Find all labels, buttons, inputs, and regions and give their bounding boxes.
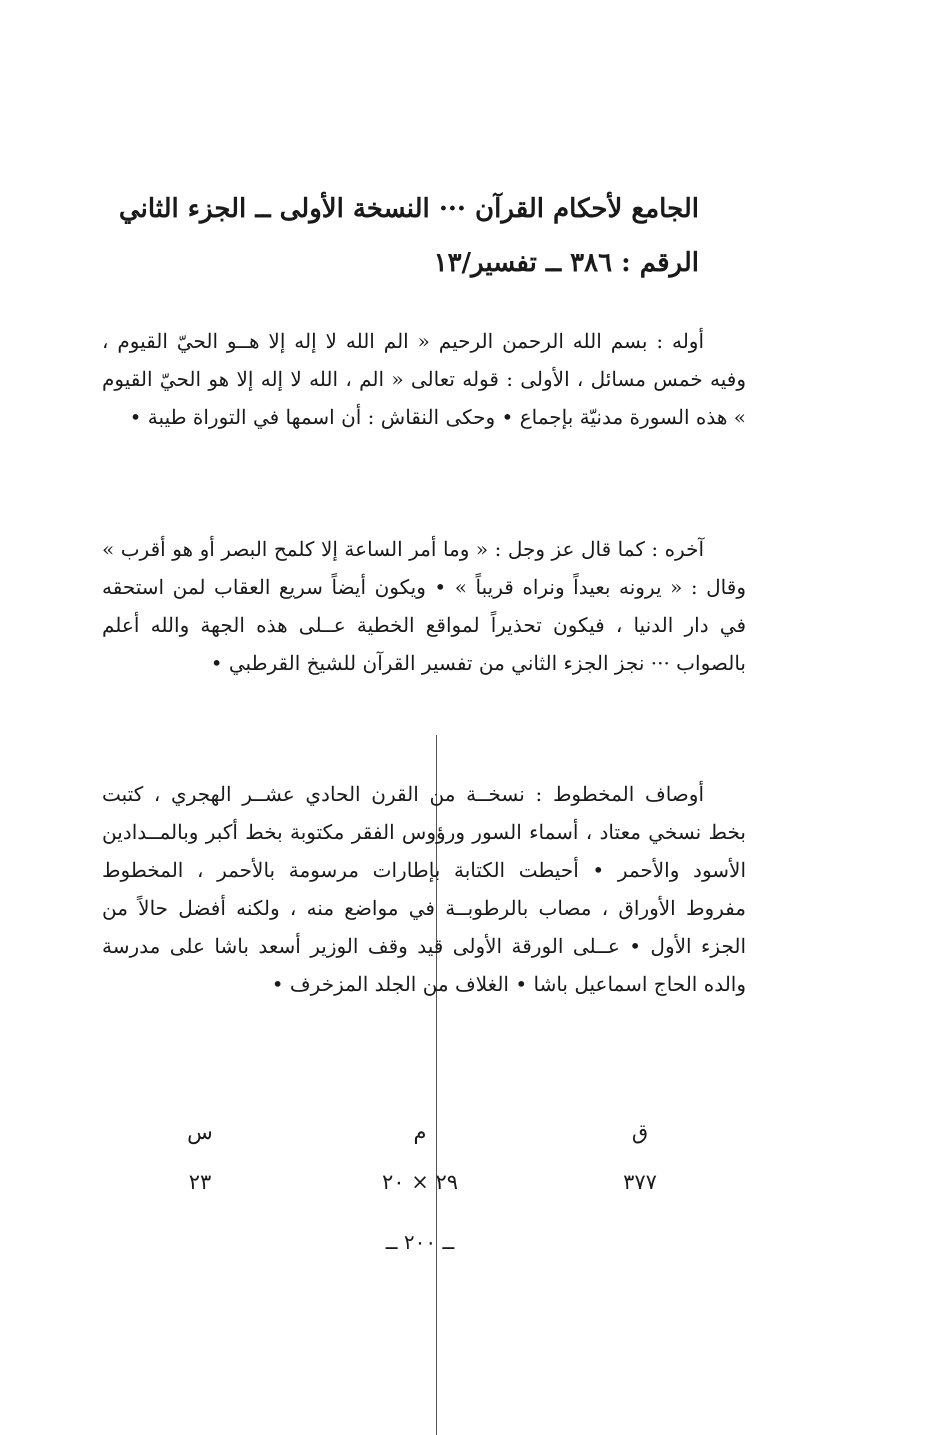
- label-leaves: ق: [631, 1120, 649, 1144]
- incipit-text: أوله : بسم الله الرحمن الرحيم « الم الله لا إله إلا هــو الحيّ القيوم ، وفيه خمس مسائل ، الأولى : قوله تعالى « الم ، الله لا إله إلا هو الحيّ القيوم » هذه السورة مدنيّة بإجماع • وحكى النقاش : أن اسمها في التوراة طيبة •: [102, 329, 746, 429]
- value-size: ٢٩ × ٢٠: [381, 1170, 459, 1194]
- dimensions-labels: [150, 1120, 710, 1150]
- heading-catalog-number: الرقم : ٣٨٦ ــ تفسير/١٣: [433, 248, 699, 278]
- page-number: ــ ٢٠٠ ــ: [385, 1230, 455, 1254]
- description-paragraph: [102, 775, 746, 1003]
- explicit-text: آخره : كما قال عز وجل : « وما أمر الساعة إلا كلمح البصر أو هو أقرب » وقال : « يرونه بعيداً ونراه قريباً » • ويكون أيضاً سريع العقاب لمن استحقه في دار الدنيا ، فيكون تحذيراً لمواقع الخطية عــلى هذه الجهة والله أعلم بالصواب ··· نجز الجزء الثاني من تفسير القرآن للشيخ القرطبي •: [102, 537, 746, 675]
- manuscript-heading: [99, 182, 699, 290]
- value-lines: ٢٣: [188, 1170, 212, 1194]
- value-leaves: ٣٧٧: [623, 1170, 657, 1194]
- dimensions-values: [150, 1170, 710, 1200]
- explicit-paragraph: [102, 530, 746, 682]
- description-text: أوصاف المخطوط : نسخــة من القرن الحادي عشــر الهجري ، كتبت بخط نسخي معتاد ، أسماء السور ورؤوس الفقر مكتوبة بخط أكبر وبالمــدادين الأسود والأحمر • أحيطت الكتابة بإطارات مرسومة بالأحمر ، المخطوط مفروط الأوراق ، مصاب بالرطوبــة في مواضع منه ، ولكنه أفضل حالاً من الجزء الأول • عــلى الورقة الأولى قيد وقف الوزير أسعد باشا على مدرسة والده الحاج اسماعيل باشا • الغلاف من الجلد المزخرف •: [102, 782, 746, 996]
- label-lines: س: [187, 1120, 213, 1144]
- heading-title: الجامع لأحكام القرآن ··· النسخة الأولى ــ الجزء الثاني: [118, 194, 699, 224]
- incipit-paragraph: [102, 322, 746, 436]
- label-size: م: [413, 1120, 427, 1144]
